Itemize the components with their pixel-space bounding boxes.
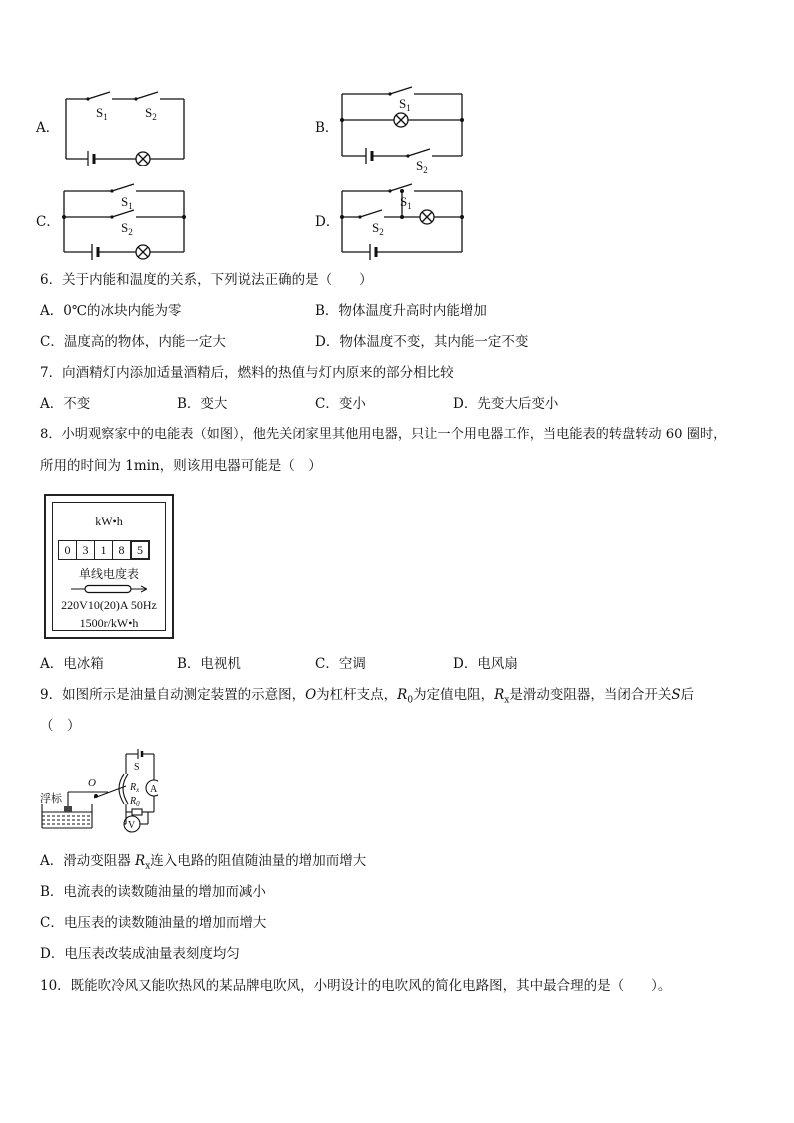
ammeter-label: A [150, 784, 158, 795]
q7-option-d: D．先变大后变小 [453, 396, 559, 412]
q5-circuit-b [336, 84, 468, 174]
meter-disc-icon [71, 583, 147, 595]
meter-digits [58, 540, 149, 559]
rx-label: $R_x$ [130, 782, 140, 794]
q5-circuit-c [58, 180, 190, 264]
q5a-s1-text: $S_1$ [96, 105, 108, 122]
q9-rx-sub: x [504, 695, 510, 706]
voltmeter-label: V [128, 820, 136, 831]
q9-r0: R [397, 687, 408, 703]
q5-option-c-label: C． [36, 214, 60, 230]
q9-option-c: C．电压表的读数随油量的增加而增大 [40, 915, 267, 931]
q7-stem: 7．向酒精灯内添加适量酒精后，燃料的热值与灯内原来的部分相比较 [40, 365, 454, 381]
q7-option-a: A．不变 [40, 396, 91, 412]
meter-unit: kW•h [95, 514, 123, 528]
q9-o: O [305, 687, 317, 703]
q5-option-d-label: D． [315, 214, 340, 230]
float-icon [64, 806, 72, 812]
q5-option-b-label: B． [315, 120, 339, 136]
q6-option-a: A．0℃的冰块内能为零 [40, 303, 182, 319]
q5d-s1-text: $S_1$ [400, 194, 412, 211]
q5-circuit-a [60, 86, 190, 166]
pivot-o-label: O [88, 777, 96, 789]
q9-a-post: 连入电路的阻值随油量的增加而增大 [150, 853, 367, 869]
q5b-s2-text: $S_2$ [416, 158, 428, 174]
q8-option-b: B．电视机 [177, 656, 241, 672]
q5-circuit-d [336, 180, 468, 264]
q6-stem: 6．关于内能和温度的关系，下列说法正确的是（ ） [40, 272, 373, 288]
q9-a-sub: x [145, 861, 151, 872]
q9-option-b: B．电流表的读数随油量的增加而减小 [40, 884, 266, 900]
q9-stem-pre: 9．如图所示是油量自动测定装置的示意图， [40, 687, 306, 703]
energy-meter-figure [44, 494, 174, 639]
q9-a-r: R [135, 853, 146, 869]
q9-stem-line2: （ ） [40, 718, 81, 734]
meter-digit: 3 [76, 540, 95, 560]
meter-digit: 8 [112, 540, 131, 560]
q9-r0-sub: 0 [407, 695, 414, 706]
q8-stem-line2: 所用的时间为 1min，则该用电器可能是（ ） [40, 458, 322, 474]
q6-option-d: D．物体温度不变，其内能一定不变 [315, 334, 529, 350]
q8-option-c: C．空调 [315, 656, 366, 672]
q9-stem-mid1: 为杠杆支点， [316, 687, 398, 703]
q8-stem-line1: 8．小明观察家中的电能表（如图），他先关闭家里其他用电器，只让一个用电器工作，当电能表的转盘转动 60 圈时， [40, 427, 727, 442]
meter-rating: 220V10(20)A 50Hz [61, 598, 157, 612]
q9-option-d: D．电压表改装成油量表刻度均匀 [40, 946, 240, 962]
q9-stem-line1 [40, 686, 694, 710]
q5a-s2-text: $S_2$ [145, 105, 157, 122]
q9-option-a [40, 852, 366, 876]
q10-stem: 10．既能吹冷风又能吹热风的某品牌电吹风，小明设计的电吹风的简化电路图，其中最合理的是（ ）。 [40, 978, 672, 994]
r0-label: $R_0$ [130, 796, 140, 808]
q5b-s1-text: $S_1$ [399, 96, 411, 113]
q5c-s2-text: $S_2$ [121, 220, 133, 237]
q7-option-c: C．变小 [315, 396, 366, 412]
q9-rx: R [494, 687, 505, 703]
q6-option-b: B．物体温度升高时内能增加 [315, 303, 487, 319]
q5c-s1-text: $S_1$ [121, 194, 133, 211]
q5d-s2-text: $S_2$ [372, 220, 384, 237]
q9-oil-gauge-figure [38, 746, 158, 836]
q9-stem-post: 后 [680, 687, 695, 703]
switch-s-label: S [134, 762, 140, 773]
float-label: 浮标 [40, 793, 62, 805]
q6-option-c: C．温度高的物体，内能一定大 [40, 334, 226, 350]
meter-digit: 0 [58, 540, 77, 560]
meter-digit-decimal: 5 [130, 540, 150, 560]
q9-stem-mid3: 是滑动变阻器，当闭合开关 [509, 687, 672, 703]
q5-option-a-label: A． [36, 120, 60, 136]
q9-s: S [671, 687, 681, 703]
meter-name: 单线电度表 [78, 567, 139, 581]
q9-a-pre: A．滑动变阻器 [40, 853, 136, 869]
q9-stem-mid2: 为定值电阻， [413, 687, 495, 703]
meter-digit: 1 [94, 540, 113, 560]
q8-option-d: D．电风扇 [453, 656, 518, 672]
q7-option-b: B．变大 [177, 396, 228, 412]
meter-constant: 1500r/kW•h [79, 616, 139, 630]
q8-option-a: A．电冰箱 [40, 656, 104, 672]
